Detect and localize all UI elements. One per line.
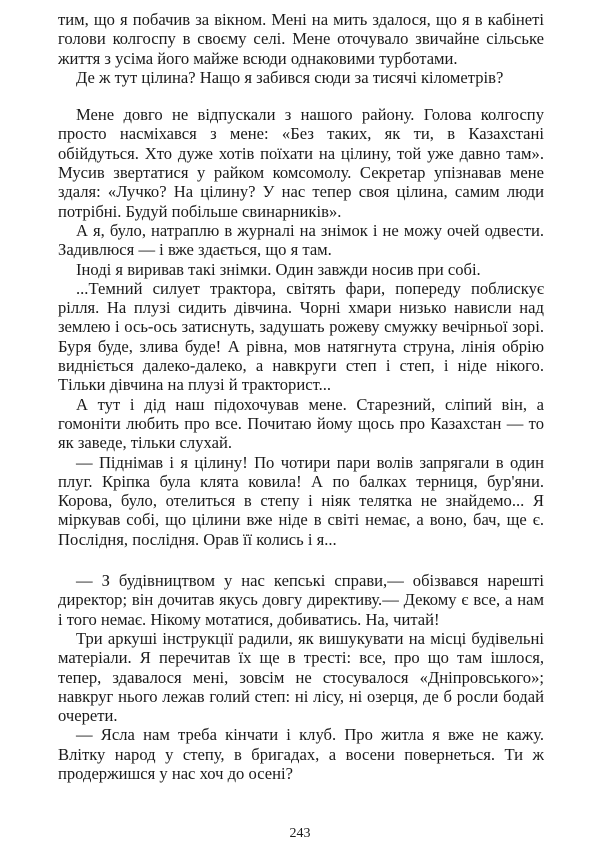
page-number: 243 [289,826,311,841]
text-column [58,10,544,783]
paragraph: Мене довго не відпускали з нашого району. Голова колгоспу просто насміхався з мене: «Без таких, як ти, в Казахстані обійдуться. Хто дуже хотів поїхати на цілину, той уже давно там». Мусив звертатися у райком комсомолу. Секретар упізнавав мене здаля: «Лучко? На цілину? У нас тепер своя цілина, самим люди потрібні. Будуй побільше свинарників». [58,105,544,221]
paragraph: — Піднімав і я цілину! По чотири пари волів запрягали в один плуг. Кріпка була клята ковила! А по балках терниця, бур'яни. Корова, було, отелиться в степу і ніяк телятка не знайдемо... Я міркував собі, що цілини вже ніде в світі немає, а воно, бач, ще є. Послідня, послідня. Орав її колись і я... [58,452,544,549]
section-break [58,549,544,571]
section-break [58,87,544,105]
paragraph: ...Темний силует трактора, світять фари, попереду поблискує рілля. На плузі сидить дівчина. Чорні хмари низько нависли над землею і ось-ось затиснуть, задушать рожеву смужку вечірньої зорі. Буря буде, злива буде! А рівна, мов натягнута струна, лінія обрію видніється далеко-далеко, а навкруги степ і степ, і ніде нікого. Тільки дівчина на плузі й тракторист... [58,278,544,395]
paragraph: А тут і дід наш підохочував мене. Старезний, сліпий він, а гомоніти любить про все. Почитаю йому щось про Казахстан — то як заведе, тільки слухай. [58,394,544,453]
paragraph: — З будівництвом у нас кепські справи,— обізвався нарешті директор; він дочитав якусь довгу директиву.— Декому є все, а нам і того немає. Нікому мотатися, добиватись. На, читай! [58,571,544,629]
paragraph: Три аркуші інструкції радили, як вишукувати на місці будівельні матеріали. Я перечитав їх ще в тресті: все, про що там ішлося, тепер, здавалося мені, зовсім не стосувалося «Дніпровського»; навкруг нього лежав голий степ: ні лісу, ні озерця, де б росли бодай очерети. [58,628,544,726]
paragraph: Іноді я виривав такі знімки. Один завжди носив при собі. [76,259,481,279]
paragraph: — Ясла нам треба кінчати і клуб. Про житла я вже не кажу. Влітку народ у степу, в бригадах, а восени повернеться. Ти ж продержишся у нас хоч до осені? [58,725,544,783]
paragraph: тим, що я побачив за вікном. Мені на мить здалося, що я в кабінеті голови колгоспу в своєму селі. Мене оточувало звичайне сільське життя з усіма його майже всюди однаковими турботами. [58,10,544,68]
paragraph: Де ж тут цілина? Нащо я забився сюди за тисячі кілометрів? [76,67,504,87]
paragraph: А я, було, натраплю в журналі на знімок і не можу очей одвести. Задивлюся — і вже здається, що я там. [58,220,544,260]
